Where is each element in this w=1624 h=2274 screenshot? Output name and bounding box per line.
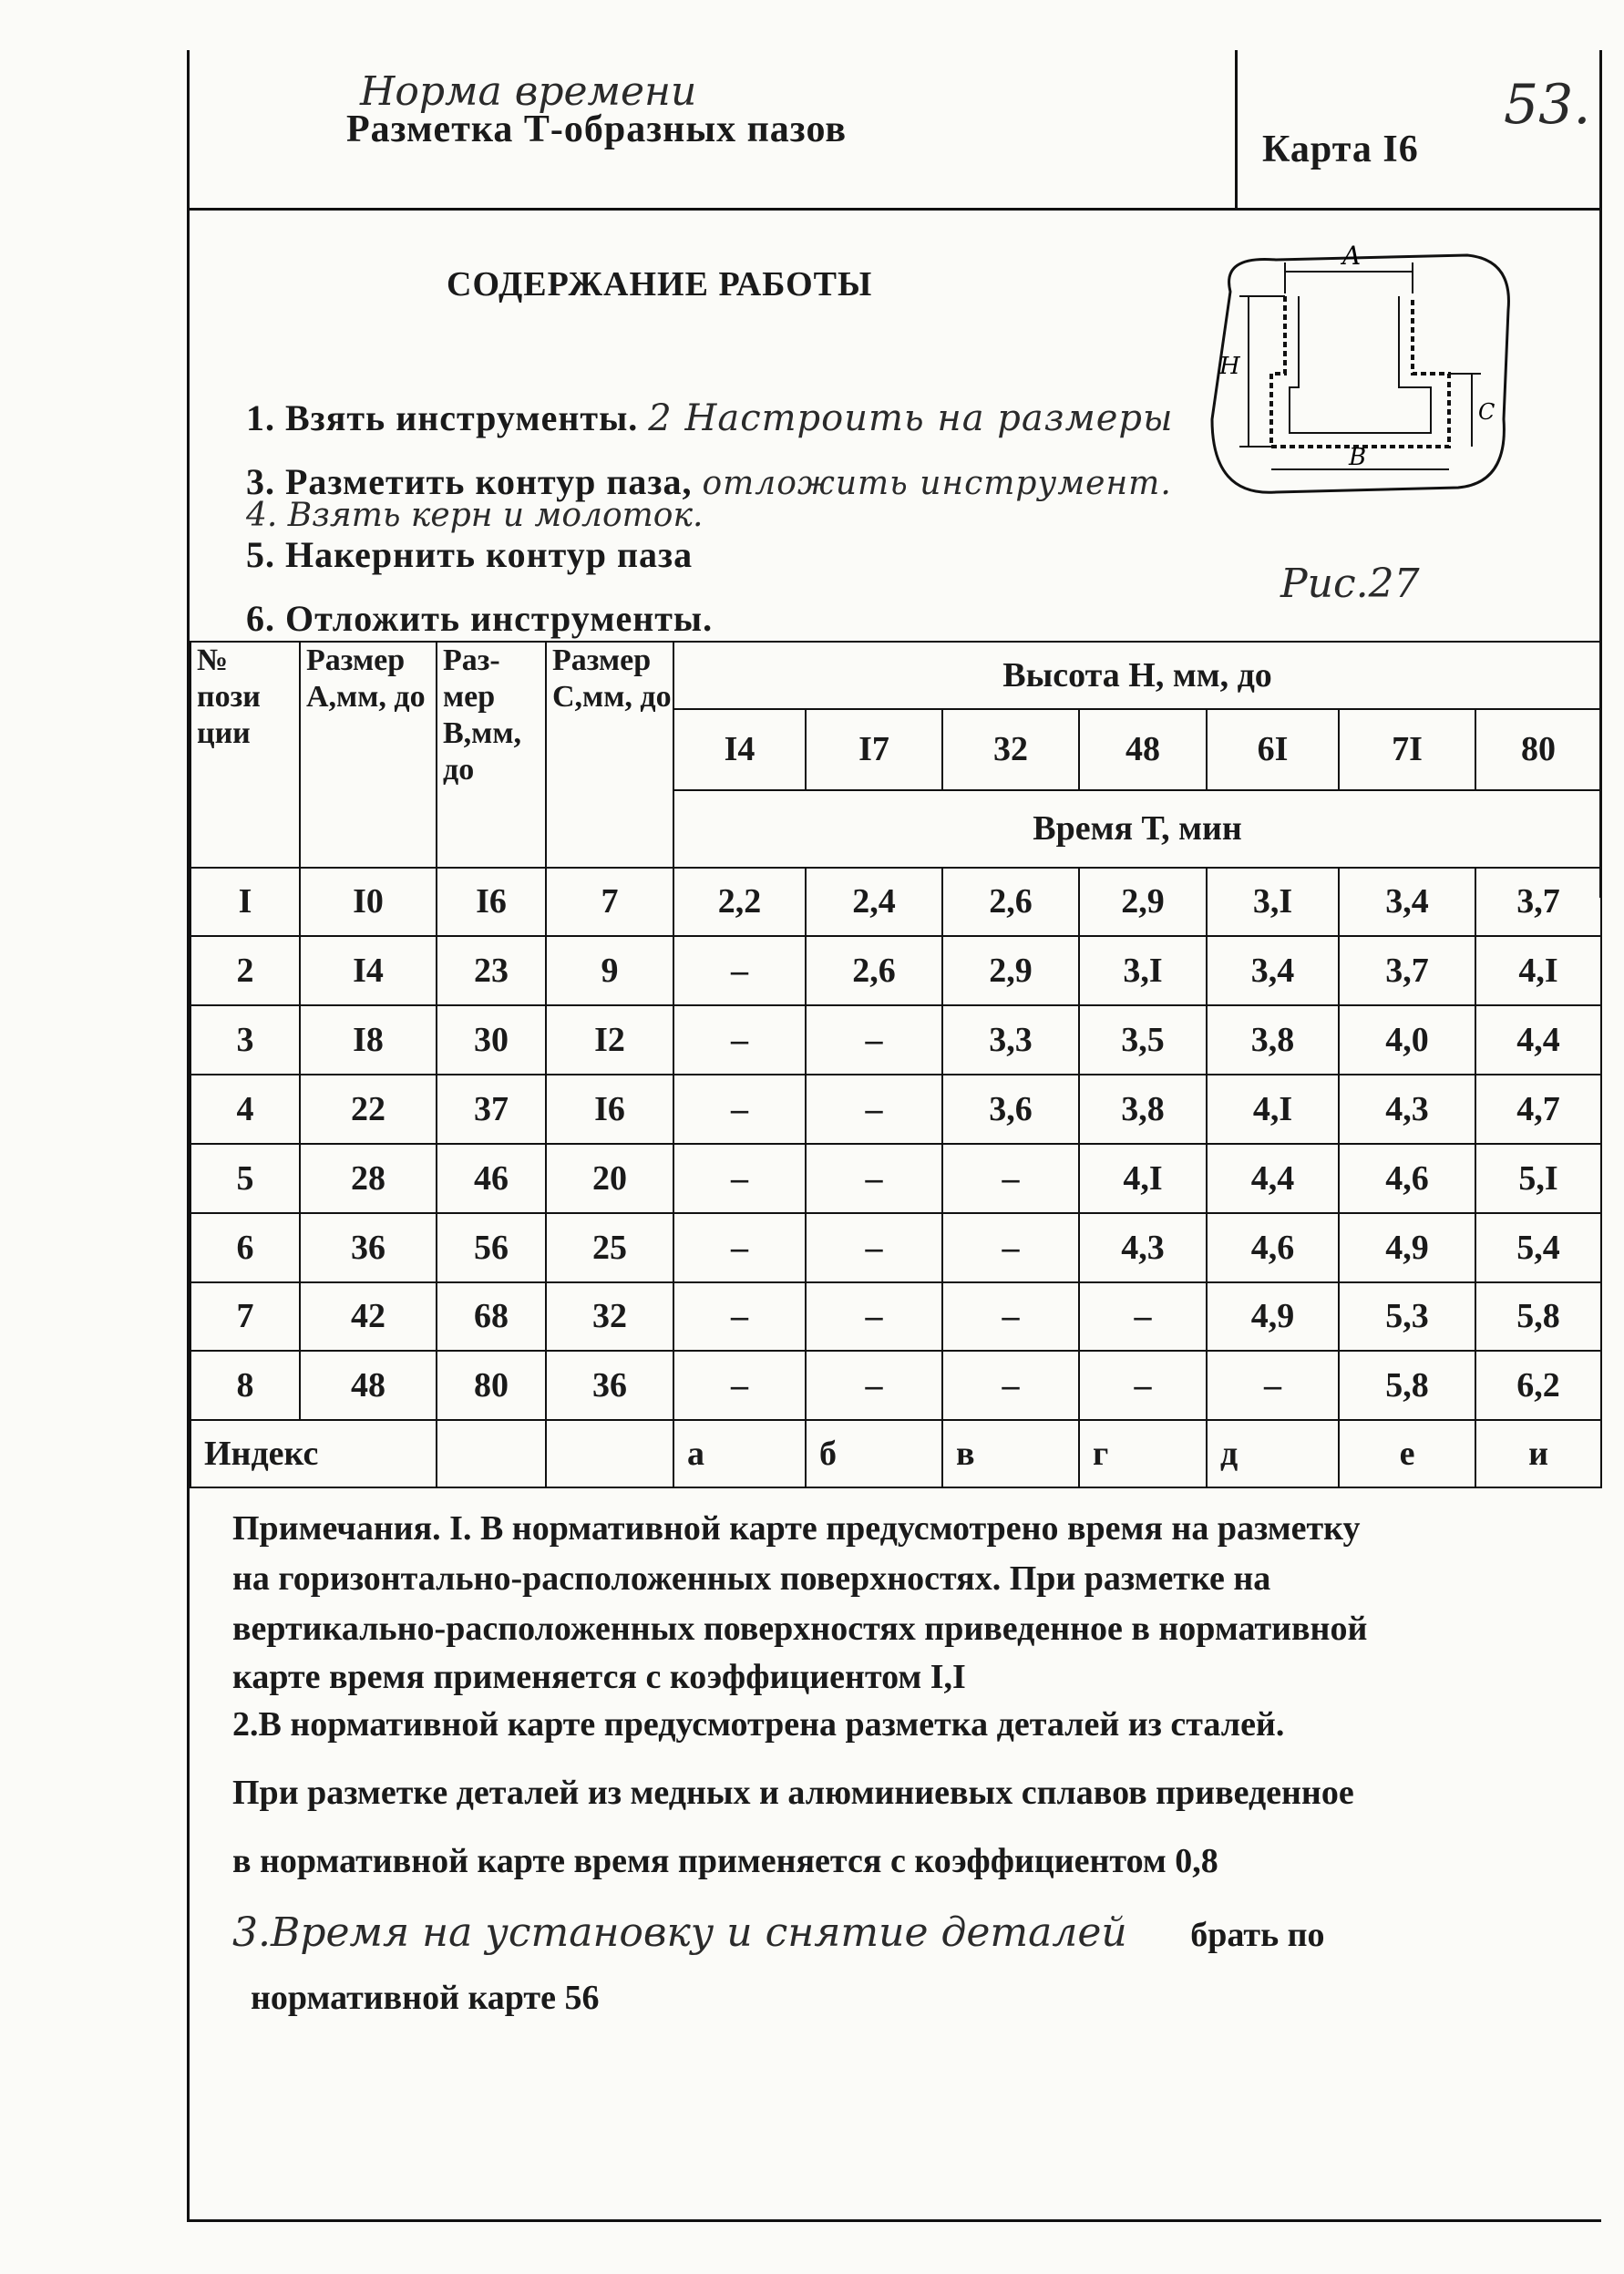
table-row bbox=[190, 1075, 1601, 1144]
time-cell: – bbox=[942, 1351, 1079, 1420]
note-line-1: Примечания. I. В нормативной карте предусмотрено время на разметку bbox=[232, 1509, 1361, 1548]
norm-table bbox=[190, 641, 1602, 1488]
height-col: 7I bbox=[1339, 709, 1475, 791]
time-cell: – bbox=[1207, 1351, 1339, 1420]
size-a-cell: I0 bbox=[300, 868, 437, 937]
time-cell: – bbox=[673, 1075, 806, 1144]
table-row bbox=[190, 1213, 1601, 1282]
time-cell: 4,4 bbox=[1207, 1144, 1339, 1213]
note-line-9: нормативной карте 56 bbox=[251, 1979, 600, 2017]
time-cell: 4,I bbox=[1207, 1075, 1339, 1144]
size-b-cell: 37 bbox=[437, 1075, 546, 1144]
size-b-cell: 68 bbox=[437, 1282, 546, 1352]
time-cell: – bbox=[673, 1213, 806, 1282]
note-line-6: При разметке деталей из медных и алюминиевых сплавов приведенное bbox=[232, 1774, 1354, 1812]
time-cell: – bbox=[806, 1144, 942, 1213]
position-cell: 6 bbox=[190, 1213, 300, 1282]
note-line-4: карте время применяется с коэффициентом I,I bbox=[232, 1658, 966, 1696]
time-cell: 4,3 bbox=[1079, 1213, 1207, 1282]
time-cell: 4,6 bbox=[1339, 1144, 1475, 1213]
time-cell: 5,4 bbox=[1475, 1213, 1601, 1282]
time-cell: 3,4 bbox=[1339, 868, 1475, 937]
time-cell: – bbox=[806, 1075, 942, 1144]
note-line-8-handwritten: 3.Время на установку и снятие деталей bbox=[232, 1909, 1127, 1956]
size-b-cell: 56 bbox=[437, 1213, 546, 1282]
time-cell: 5,I bbox=[1475, 1144, 1601, 1213]
header-divider-vertical bbox=[1235, 50, 1238, 210]
size-c-cell: I2 bbox=[546, 1005, 673, 1075]
table-row bbox=[190, 936, 1601, 1005]
time-cell: 3,I bbox=[1079, 936, 1207, 1005]
time-cell: – bbox=[1079, 1282, 1207, 1352]
index-label: Индекс bbox=[190, 1420, 437, 1487]
time-cell: 5,3 bbox=[1339, 1282, 1475, 1352]
index-cell: б bbox=[806, 1420, 942, 1487]
size-c-cell: 32 bbox=[546, 1282, 673, 1352]
size-c-cell: 25 bbox=[546, 1213, 673, 1282]
time-cell: 4,I bbox=[1475, 936, 1601, 1005]
index-cell: и bbox=[1475, 1420, 1601, 1487]
time-cell: 2,6 bbox=[942, 868, 1079, 937]
position-cell: 4 bbox=[190, 1075, 300, 1144]
size-b-cell: I6 bbox=[437, 868, 546, 937]
time-header: Время Т, мин bbox=[673, 790, 1601, 867]
position-cell: 3 bbox=[190, 1005, 300, 1075]
time-cell: – bbox=[673, 936, 806, 1005]
index-row bbox=[190, 1420, 1601, 1487]
figure-caption: Рис.27 bbox=[1280, 561, 1420, 607]
size-c-cell: 9 bbox=[546, 936, 673, 1005]
time-cell: – bbox=[673, 1282, 806, 1352]
page-number: 53. bbox=[1504, 73, 1591, 137]
page-title: Разметка Т-образных пазов bbox=[346, 108, 848, 150]
handwritten-title: Норма времени bbox=[360, 68, 697, 115]
content-heading: СОДЕРЖАНИЕ РАБОТЫ bbox=[447, 265, 873, 304]
height-col: I7 bbox=[806, 709, 942, 791]
step-3-text: 3. Разметить контур паза, bbox=[246, 461, 693, 502]
page-bottom-line bbox=[187, 2219, 1601, 2222]
index-empty bbox=[437, 1420, 546, 1487]
time-cell: – bbox=[673, 1144, 806, 1213]
time-cell: 4,6 bbox=[1207, 1213, 1339, 1282]
position-cell: 5 bbox=[190, 1144, 300, 1213]
time-cell: – bbox=[942, 1144, 1079, 1213]
label-b: B bbox=[1349, 444, 1367, 471]
time-cell: 2,9 bbox=[1079, 868, 1207, 937]
time-cell: – bbox=[1079, 1351, 1207, 1420]
size-b-cell: 30 bbox=[437, 1005, 546, 1075]
table-row bbox=[190, 1351, 1601, 1420]
size-a-cell: 36 bbox=[300, 1213, 437, 1282]
time-cell: 4,3 bbox=[1339, 1075, 1475, 1144]
size-c-cell: 7 bbox=[546, 868, 673, 937]
height-col: I4 bbox=[673, 709, 806, 791]
time-cell: – bbox=[673, 1005, 806, 1075]
height-col: 48 bbox=[1079, 709, 1207, 791]
label-a: A bbox=[1342, 241, 1362, 271]
time-cell: 6,2 bbox=[1475, 1351, 1601, 1420]
time-cell: 2,9 bbox=[942, 936, 1079, 1005]
note-line-5: 2.В нормативной карте предусмотрена разметка деталей из сталей. bbox=[232, 1705, 1285, 1744]
t-slot-figure bbox=[1194, 237, 1522, 501]
time-cell: – bbox=[806, 1282, 942, 1352]
note-line-2: на горизонтально-расположенных поверхностях. При разметке на bbox=[232, 1559, 1271, 1598]
time-cell: 3,I bbox=[1207, 868, 1339, 937]
height-col: 32 bbox=[942, 709, 1079, 791]
size-c-cell: I6 bbox=[546, 1075, 673, 1144]
time-cell: 5,8 bbox=[1475, 1282, 1601, 1352]
step-3-handwritten: отложить инструмент. bbox=[702, 465, 1172, 502]
time-cell: 3,7 bbox=[1475, 868, 1601, 937]
index-cell: в bbox=[942, 1420, 1079, 1487]
note-line-7: в нормативной карте время применяется с коэффициентом 0,8 bbox=[232, 1842, 1218, 1880]
time-cell: 2,4 bbox=[806, 868, 942, 937]
note-line-3: вертикально-расположенных поверхностях приведенное в нормативной bbox=[232, 1610, 1368, 1648]
position-cell: 7 bbox=[190, 1282, 300, 1352]
table-row bbox=[190, 1005, 1601, 1075]
index-cell: е bbox=[1339, 1420, 1475, 1487]
size-c-cell: 36 bbox=[546, 1351, 673, 1420]
size-a-cell: I4 bbox=[300, 936, 437, 1005]
note-line-8-tail: брать по bbox=[1190, 1916, 1325, 1954]
size-b-cell: 80 bbox=[437, 1351, 546, 1420]
size-b-cell: 23 bbox=[437, 936, 546, 1005]
size-a-cell: 48 bbox=[300, 1351, 437, 1420]
time-cell: – bbox=[673, 1351, 806, 1420]
step-1 bbox=[246, 396, 1174, 439]
time-cell: – bbox=[806, 1005, 942, 1075]
time-cell: 4,9 bbox=[1207, 1282, 1339, 1352]
size-a-cell: 22 bbox=[300, 1075, 437, 1144]
label-h: H bbox=[1219, 353, 1240, 380]
size-c-cell: 20 bbox=[546, 1144, 673, 1213]
size-a-cell: 42 bbox=[300, 1282, 437, 1352]
step-2-handwritten: 2 Настроить на размеры bbox=[648, 397, 1174, 439]
time-cell: 3,5 bbox=[1079, 1005, 1207, 1075]
col-a-header: Размер А,мм, до bbox=[300, 642, 437, 868]
card-number: Карта I6 bbox=[1262, 129, 1419, 170]
position-cell: I bbox=[190, 868, 300, 937]
time-cell: 3,4 bbox=[1207, 936, 1339, 1005]
position-cell: 8 bbox=[190, 1351, 300, 1420]
time-cell: 4,I bbox=[1079, 1144, 1207, 1213]
index-cell: д bbox=[1207, 1420, 1339, 1487]
size-b-cell: 46 bbox=[437, 1144, 546, 1213]
time-cell: 3,7 bbox=[1339, 936, 1475, 1005]
col-c-header: Размер С,мм, до bbox=[546, 642, 673, 868]
time-cell: 4,7 bbox=[1475, 1075, 1601, 1144]
height-header: Высота Н, мм, до bbox=[673, 642, 1601, 709]
step-4-handwritten: 4. Взять керн и молоток. bbox=[246, 497, 704, 534]
step-5: 5. Накернить контур паза bbox=[246, 534, 694, 575]
index-cell: а bbox=[673, 1420, 806, 1487]
time-cell: 3,3 bbox=[942, 1005, 1079, 1075]
index-empty bbox=[546, 1420, 673, 1487]
time-cell: 5,8 bbox=[1339, 1351, 1475, 1420]
height-col: 6I bbox=[1207, 709, 1339, 791]
header-bottom-line bbox=[187, 208, 1601, 211]
step-6: 6. Отложить инструменты. bbox=[246, 598, 714, 639]
time-cell: – bbox=[806, 1351, 942, 1420]
note-line-8 bbox=[232, 1909, 1325, 1956]
time-cell: 4,4 bbox=[1475, 1005, 1601, 1075]
time-cell: – bbox=[942, 1213, 1079, 1282]
height-col: 80 bbox=[1475, 709, 1601, 791]
step-1-text: 1. Взять инструменты. bbox=[246, 397, 639, 438]
time-cell: 2,2 bbox=[673, 868, 806, 937]
table-row bbox=[190, 868, 1601, 937]
col-position-header: № пози ции bbox=[190, 642, 300, 868]
index-cell: г bbox=[1079, 1420, 1207, 1487]
table-row bbox=[190, 1144, 1601, 1213]
time-cell: – bbox=[806, 1213, 942, 1282]
time-cell: 3,8 bbox=[1207, 1005, 1339, 1075]
position-cell: 2 bbox=[190, 936, 300, 1005]
slot-inner-profile bbox=[1290, 296, 1431, 433]
size-a-cell: I8 bbox=[300, 1005, 437, 1075]
time-cell: 3,6 bbox=[942, 1075, 1079, 1144]
col-b-header: Раз- мер В,мм, до bbox=[437, 642, 546, 868]
table-body bbox=[190, 868, 1601, 1421]
time-cell: 3,8 bbox=[1079, 1075, 1207, 1144]
time-cell: 4,9 bbox=[1339, 1213, 1475, 1282]
time-cell: 2,6 bbox=[806, 936, 942, 1005]
time-cell: 4,0 bbox=[1339, 1005, 1475, 1075]
size-a-cell: 28 bbox=[300, 1144, 437, 1213]
label-c: C bbox=[1478, 399, 1496, 425]
table-row bbox=[190, 1282, 1601, 1352]
time-cell: – bbox=[942, 1282, 1079, 1352]
